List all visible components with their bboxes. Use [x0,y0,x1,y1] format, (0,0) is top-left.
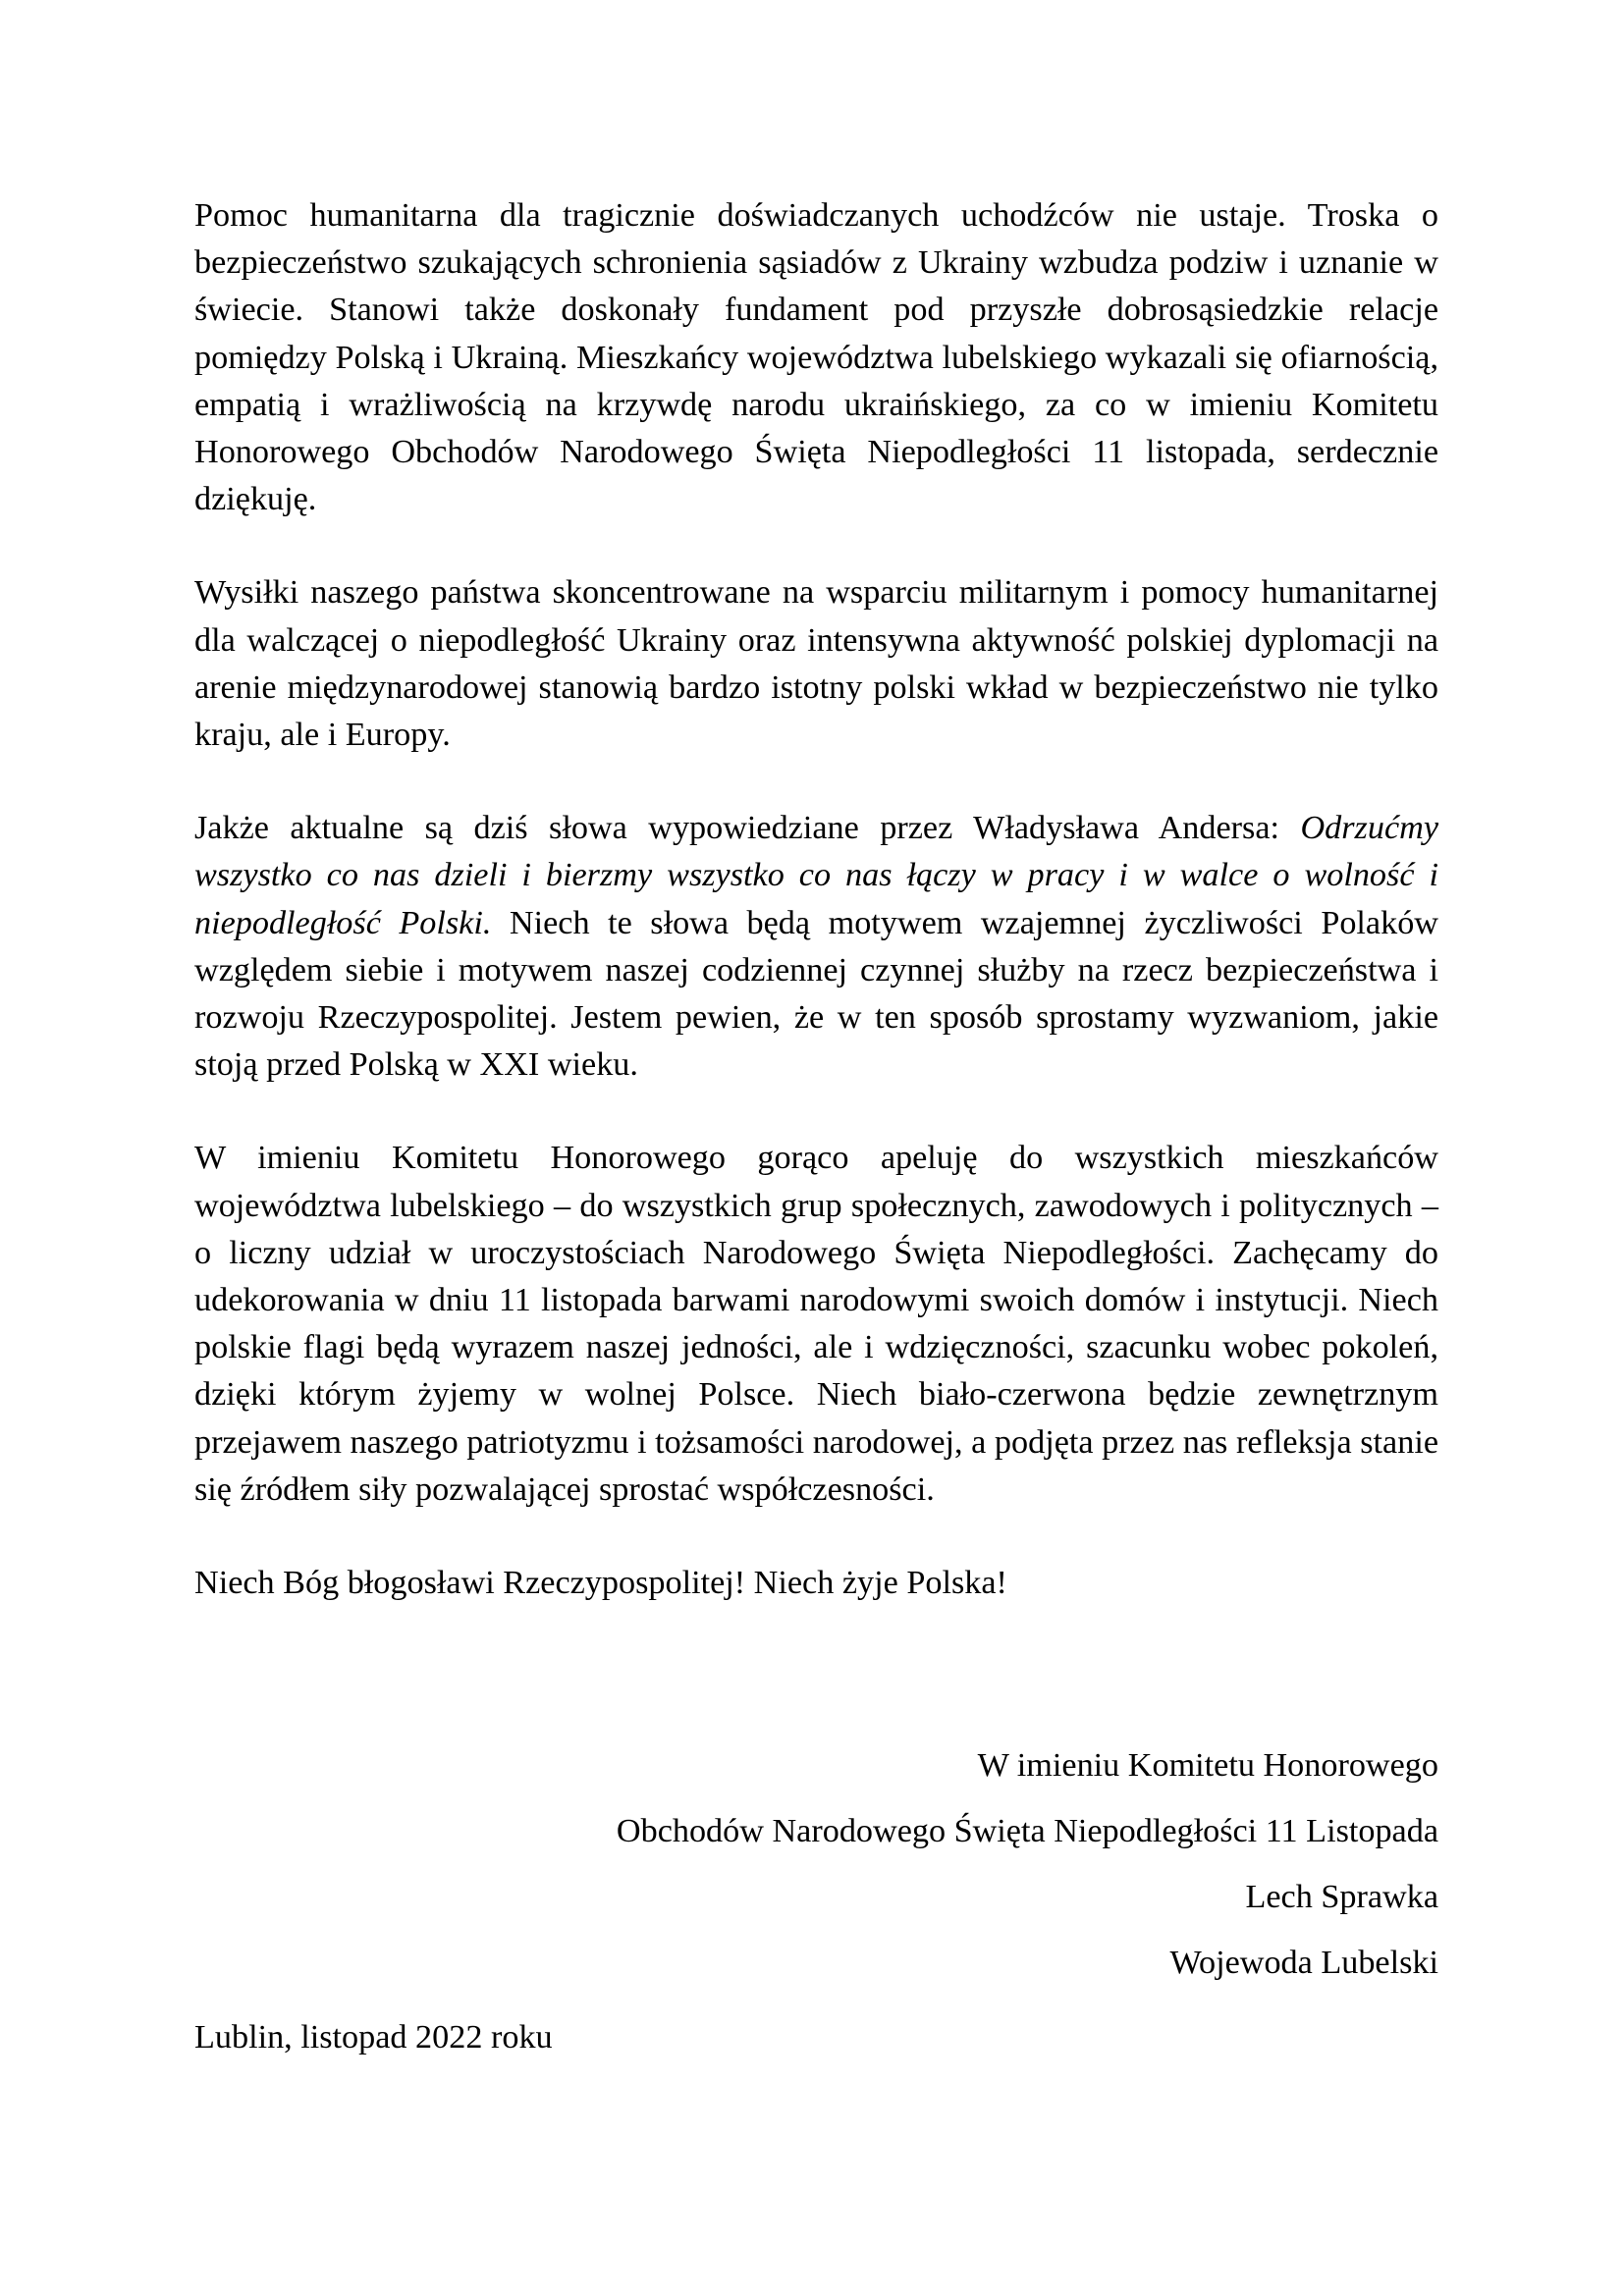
paragraph-closing: Niech Bóg błogosławi Rzeczypospolitej! Niech żyje Polska! [194,1565,1007,1602]
signature-line-celebrations: Obchodów Narodowego Święta Niepodległości 11 Listopada [616,1813,1438,1849]
letter-body [194,192,1438,1607]
signature-title: Wojewoda Lubelski [1169,1945,1438,1981]
place-and-date: Lublin, listopad 2022 roku [194,2019,553,2056]
signature-block [260,1742,1438,2005]
paragraph-anders-quote [194,805,1438,1089]
paragraph-appeal: W imieniu Komitetu Honorowego gorąco apeluję do wszystkich mieszkańców województwa lubelskiego – do wszystkich grup społecznych, zawodowych i politycznych – o liczny udział w uroczystościach Narodowego Święta Niepodległości. Zachęcamy do udekorowania w dniu 11 listopada barwami narodowymi swoich domów i instytucji. Niech polskie flagi będą wyrazem naszej jedności, ale i wdzięczności, szacunku wobec pokoleń, dzięki którym żyjemy w wolnej Polsce. Niech biało-czerwona będzie zewnętrznym przejawem naszego patriotyzmu i tożsamości narodowej, a podjęta przez nas refleksja stanie się źródłem siły pozwalającej sprostać współczesności. [194,1140,1438,1508]
paragraph-humanitarian-aid: Pomoc humanitarna dla tragicznie doświadczanych uchodźców nie ustaje. Troska o bezpieczeństwo szukających schronienia sąsiadów z Ukrainy wzbudza podziw i uznanie w świecie. Stanowi także doskonały fundament pod przyszłe dobrosąsiedzkie relacje pomiędzy Polską i Ukrainą. Mieszkańcy województwa lubelskiego wykazali się ofiarnością, empatią i wrażliwością na krzywdę narodu ukraińskiego, za co w imieniu Komitetu Honorowego Obchodów Narodowego Święta Niepodległości 11 listopada, serdecznie dziękuję. [194,197,1438,518]
anders-quote: Odrzućmy wszystko co nas dzieli i bierzmy wszystko co nas łączy w pracy i w walce o wolność i niepodległość Polski. [194,810,1438,941]
signature-name: Lech Sprawka [1245,1879,1438,1915]
quote-followup: Niech te słowa będą motywem wzajemnej życzliwości Polaków względem siebie i motywem naszej codziennej czynnej służby na rzecz bezpieczeństwa i rozwoju Rzeczypospolitej. Jestem pewien, że w ten sposób sprostamy wyzwaniom, jakie stoją przed Polską w XXI wieku. [194,904,1438,1084]
quote-intro: Jakże aktualne są dziś słowa wypowiedziane przez Władysława Andersa: [194,810,1301,847]
signature-line-committee: W imieniu Komitetu Honorowego [977,1747,1438,1784]
paragraph-state-efforts: Wysiłki naszego państwa skoncentrowane na wsparciu militarnym i pomocy humanitarnej dla walczącej o niepodległość Ukrainy oraz intensywna aktywność polskiej dyplomacji na arenie międzynarodowej stanowią bardzo istotny polski wkład w bezpieczeństwo nie tylko kraju, ale i Europy. [194,574,1438,754]
